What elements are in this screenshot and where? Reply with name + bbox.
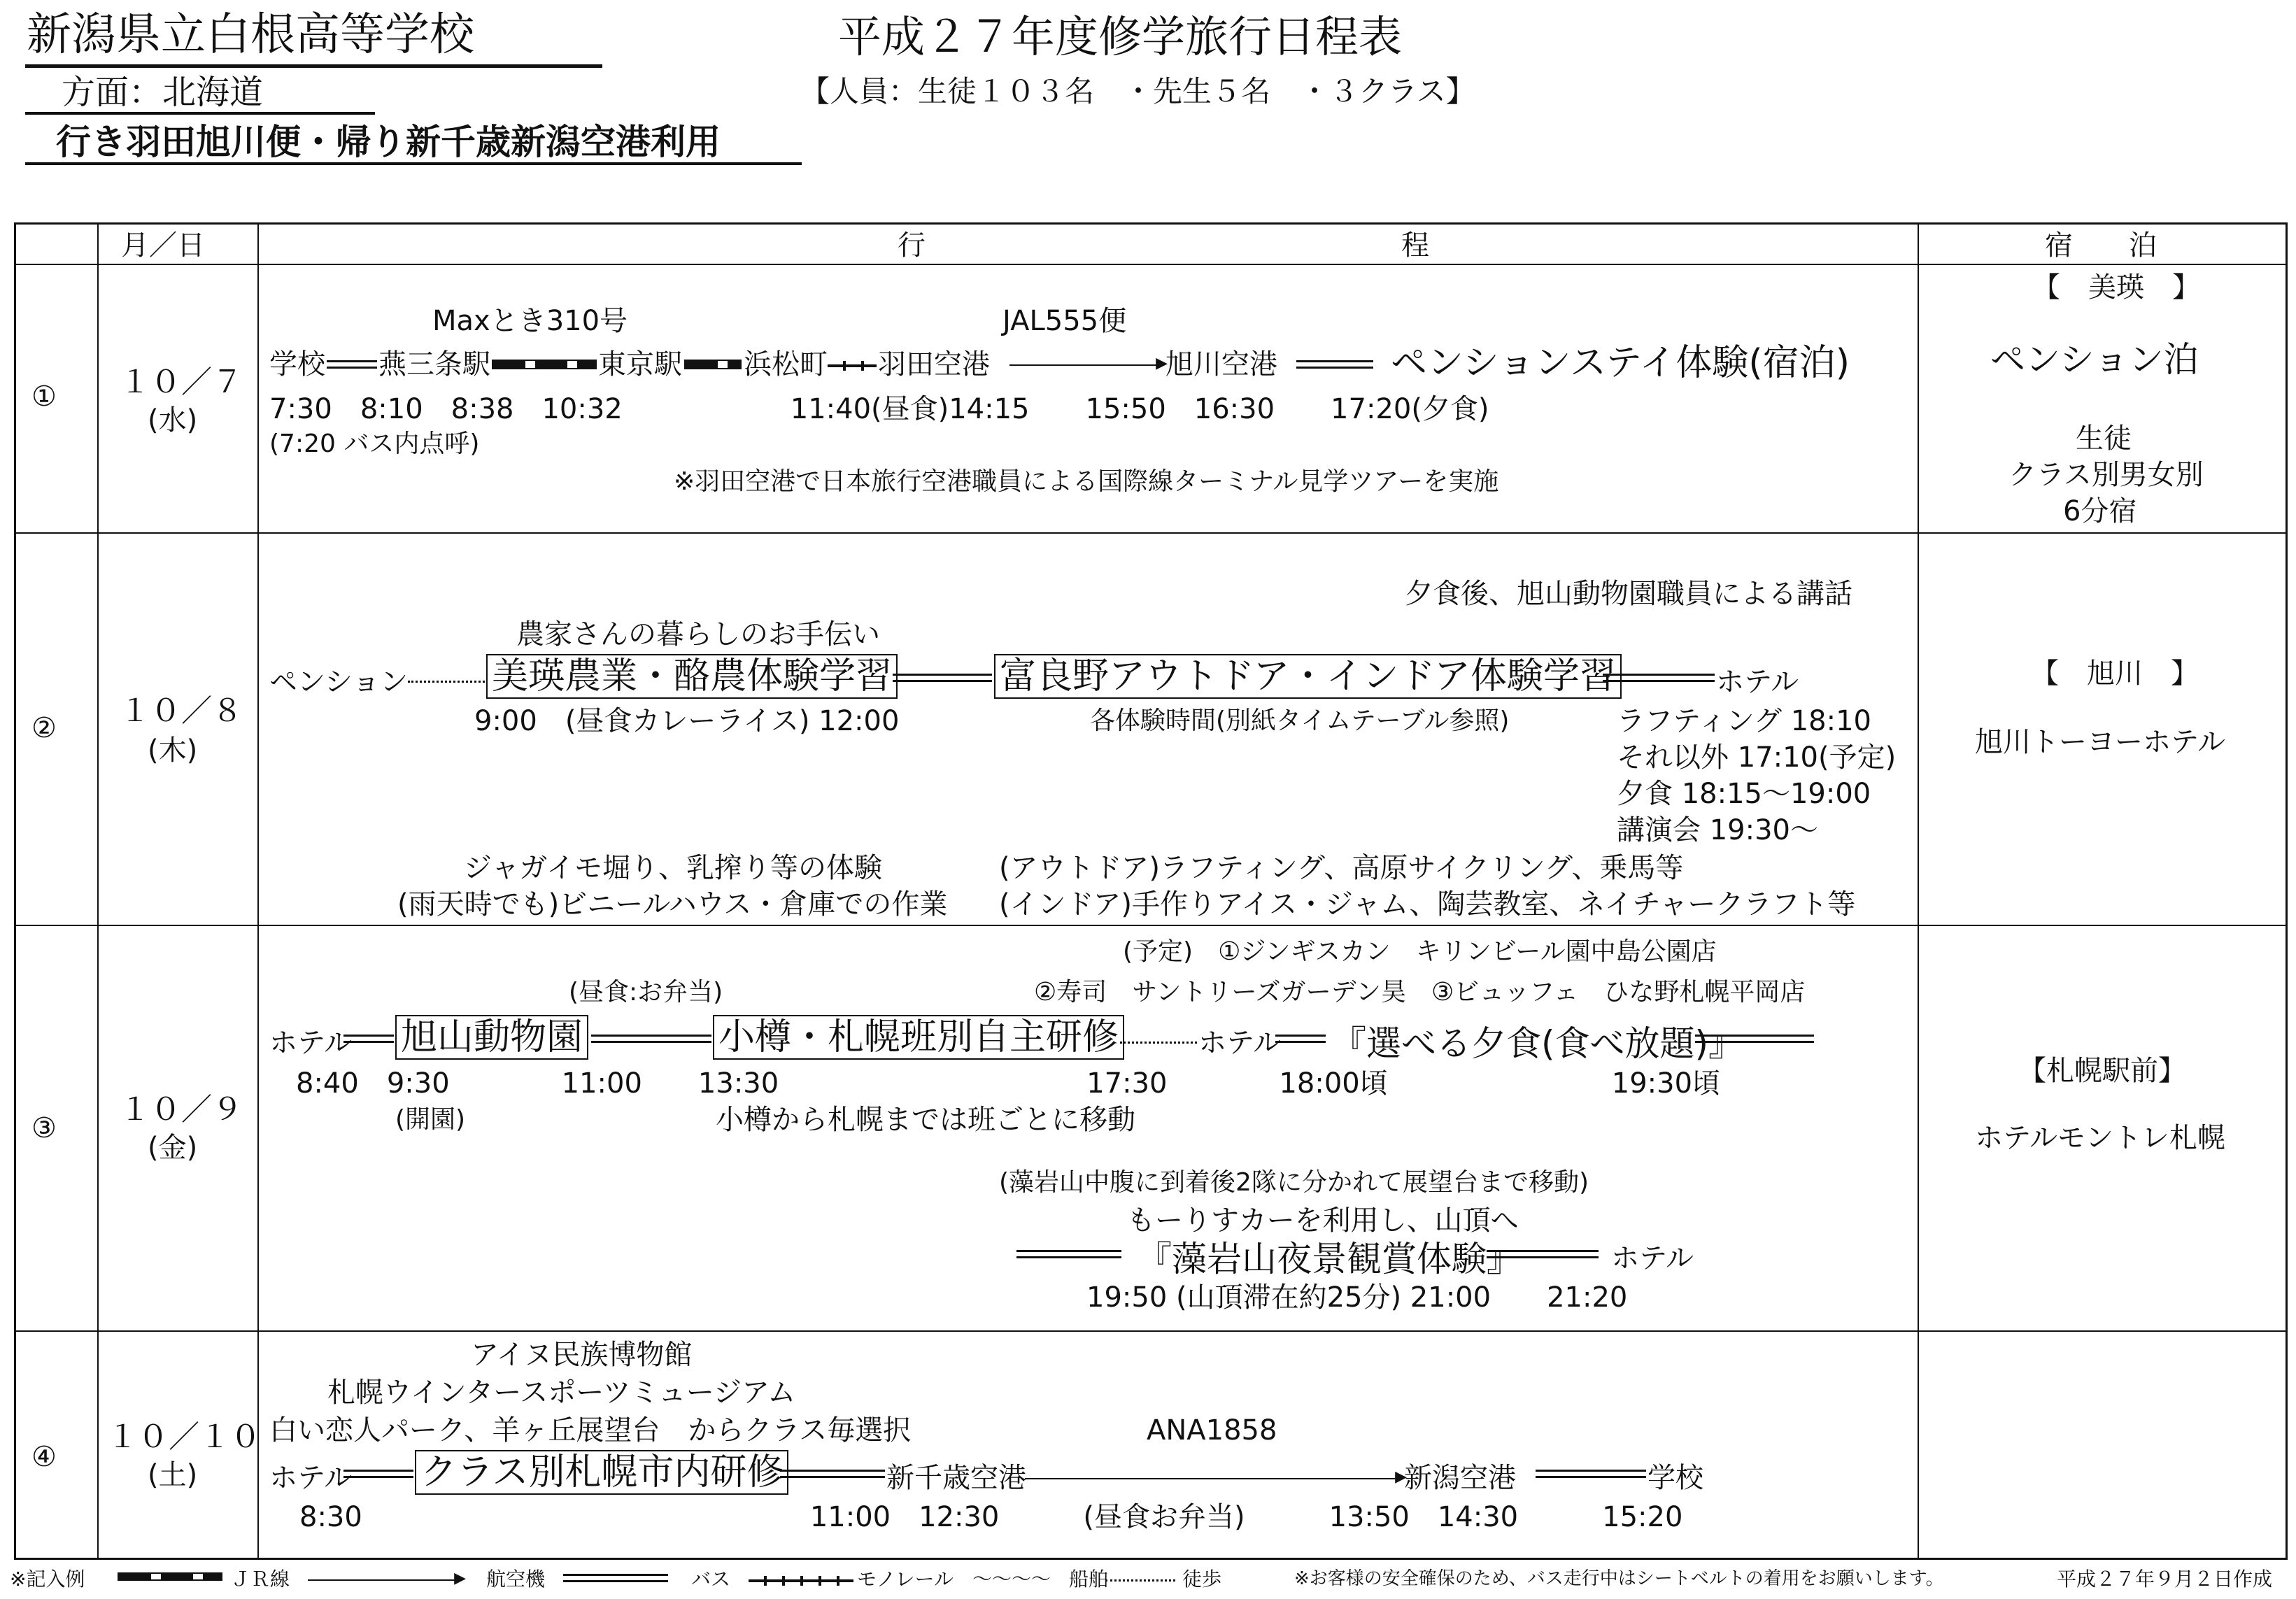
- legend-walk-line: [1105, 1579, 1175, 1582]
- day-weekday: (金): [148, 1132, 198, 1164]
- option-winter-sports-museum: 札幌ウインタースポーツミュージアム: [327, 1377, 796, 1409]
- schedule-table: [14, 222, 2288, 1560]
- column-divider: [97, 225, 99, 1558]
- stop-haneda: 羽田空港: [878, 348, 990, 381]
- stop-niigata-airport: 新潟空港: [1404, 1462, 1516, 1494]
- row-divider: [16, 925, 2286, 926]
- created-date: 平成２７年９月２日作成: [2057, 1568, 2273, 1591]
- stop-hotel: ホテル: [1716, 666, 1799, 698]
- option-shiroi-koibito: 白い恋人パーク、羊ヶ丘展望台 からクラス毎選択: [269, 1414, 912, 1447]
- legend-ship-line: 〜〜〜〜: [972, 1568, 1051, 1591]
- header-lodging: 宿 泊: [2045, 229, 2157, 262]
- flight-name: ANA1858: [1147, 1414, 1277, 1447]
- lunch-note: (昼食:お弁当): [569, 978, 723, 1007]
- walk-route: [1120, 1042, 1197, 1044]
- lodging-hotel: ペンション泊: [1990, 339, 2199, 380]
- day-weekday: (土): [148, 1459, 198, 1491]
- legend-air-line: [308, 1579, 462, 1581]
- legend-walk-label: 徒歩: [1182, 1568, 1222, 1591]
- legend-example-label: ※記入例: [10, 1568, 85, 1591]
- stop-hotel: ホテル: [269, 1462, 352, 1494]
- stop-school: 学校: [1647, 1462, 1703, 1494]
- stop-hotel: ホテル: [1198, 1027, 1281, 1059]
- underline: [25, 64, 602, 68]
- legend-bus-label: バス: [691, 1568, 731, 1591]
- haneda-tour-note: ※羽田空港で日本旅行空港職員による国際線ターミナル見学ツアーを実施: [674, 467, 1499, 496]
- bus-route: [343, 1035, 394, 1043]
- lodging-area: 【 旭川 】: [2031, 658, 2199, 690]
- lodging-hotel: 旭川トーヨーホテル: [1975, 726, 2225, 758]
- bus-route: [343, 1470, 413, 1478]
- lodging-note: クラス別男女別: [2008, 459, 2204, 491]
- rollcall-note: (7:20 バス内点呼): [269, 429, 480, 458]
- bus-route: [327, 360, 377, 369]
- bus-route: [780, 1470, 885, 1478]
- bus-route: [893, 674, 992, 682]
- morris-car-note: もーりすカーを利用し、山頂へ: [1127, 1204, 1519, 1237]
- underline: [25, 162, 802, 165]
- stop-asahikawa-airport: 旭川空港: [1165, 348, 1277, 381]
- walk-route: [408, 681, 485, 683]
- day-number: ②: [31, 712, 57, 744]
- day-weekday: (木): [148, 734, 198, 767]
- activity-otaru-sapporo: 小樽・札幌班別自主研修: [713, 1015, 1124, 1060]
- day4-times: 8:30 11:00 12:30 (昼食お弁当) 13:50 14:30 15:20: [299, 1501, 1683, 1533]
- flight-name: JAL555便: [1002, 305, 1127, 337]
- day-number: ④: [31, 1441, 57, 1473]
- farm-help-note: 農家さんの暮らしのお手伝い: [516, 618, 880, 651]
- lodging-hotel: ホテルモントレ札幌: [1975, 1122, 2225, 1154]
- legend-monorail-line: [749, 1579, 853, 1582]
- train-name: Maxとき310号: [432, 305, 628, 337]
- stop-hotel: ホテル: [1611, 1242, 1694, 1274]
- column-divider: [257, 225, 259, 1558]
- day-weekday: (水): [148, 404, 198, 436]
- lodging-area: 【札幌駅前】: [2018, 1055, 2186, 1087]
- dinner-option-1: (予定) ①ジンギスカン キリンビール園中島公園店: [1123, 937, 1717, 966]
- lecture-time: 講演会 19:30〜: [1617, 814, 1818, 846]
- school-name: 新潟県立白根高等学校: [27, 9, 474, 61]
- stop-hamamatsucho: 浜松町: [744, 348, 828, 381]
- legend-ship-label: 船舶: [1069, 1568, 1109, 1591]
- activity-asahiyama-zoo: 旭山動物園: [395, 1015, 588, 1060]
- monorail-route: [828, 364, 877, 367]
- rain-note: (雨天時でも)ビニールハウス・倉庫での作業: [397, 888, 948, 921]
- day2-times: 9:00 (昼食カレーライス) 12:00: [474, 705, 900, 737]
- activity-furano: 富良野アウトドア・インドア体験学習: [994, 654, 1622, 699]
- pension-stay: ペンションステイ体験(宿泊): [1391, 342, 1850, 384]
- jr-route: [684, 360, 742, 369]
- day1-times: 7:30 8:10 8:38 10:32 11:40(昼食)14:15 15:50 16:30 17:20(夕食): [269, 393, 1489, 425]
- dinner-time: 夕食 18:15〜19:00: [1617, 778, 1871, 810]
- opening-note: (開園): [395, 1105, 466, 1134]
- dinner-choice: 『選べる夕食(食べ放題)』: [1331, 1023, 1744, 1064]
- day-number: ①: [31, 381, 57, 413]
- stop-new-chitose: 新千歳空港: [886, 1462, 1026, 1494]
- bus-route: [1016, 1250, 1121, 1258]
- day3-times: 8:40 9:30 11:00 13:30 17:30 18:00頃 19:30頃: [296, 1067, 1721, 1100]
- legend-bus-line: [563, 1574, 668, 1582]
- day-number: ③: [31, 1112, 57, 1144]
- column-divider: [1918, 225, 1919, 1558]
- route-summary: 行き羽田旭川便・帰り新千歳新潟空港利用: [56, 122, 721, 162]
- stop-tokyo: 東京駅: [598, 348, 682, 381]
- outdoor-note: (アウトドア)ラフティング、高原サイクリング、乗馬等: [999, 852, 1684, 884]
- bus-route: [1275, 1035, 1326, 1043]
- legend-monorail-label: モノレール: [857, 1568, 954, 1591]
- lodging-area: 【 美瑛 】: [2032, 271, 2200, 304]
- activity-time-note: 各体験時間(別紙タイムテーブル参照): [1090, 706, 1510, 735]
- header-date: 月／日: [121, 229, 205, 262]
- move-note: 小樽から札幌までは班ごとに移動: [716, 1104, 1135, 1136]
- page-title: 平成２７年度修学旅行日程表: [838, 11, 1403, 62]
- bus-route: [1536, 1470, 1646, 1478]
- night-times: 19:50 (山頂滞在約25分) 21:00 21:20: [1086, 1281, 1628, 1314]
- other-time: それ以外 17:10(予定): [1617, 741, 1897, 774]
- jr-route: [492, 360, 597, 369]
- legend-jr-line: [118, 1572, 222, 1581]
- legend-air-label: 航空機: [486, 1568, 546, 1591]
- day-date: １０／１０: [107, 1419, 261, 1455]
- stop-hotel: ホテル: [269, 1027, 352, 1059]
- bus-route: [591, 1035, 711, 1043]
- legend-jr-label: ＪＲ線: [231, 1568, 290, 1591]
- potato-note: ジャガイモ堀り、乳搾り等の体験: [464, 852, 882, 884]
- bus-route: [1603, 674, 1715, 682]
- safety-note: ※お客様の安全確保のため、バス走行中はシートベルトの着用をお願いします。: [1294, 1568, 1944, 1589]
- option-ainu-museum: アイヌ民族博物館: [471, 1339, 693, 1371]
- activity-biei-farm: 美瑛農業・酪農体験学習: [486, 654, 898, 699]
- row-divider: [16, 264, 2286, 265]
- indoor-note: (インドア)手作りアイス・ジャム、陶芸教室、ネイチャークラフト等: [999, 888, 1856, 921]
- bus-route: [1487, 1250, 1599, 1258]
- bus-route: [1296, 360, 1373, 369]
- day-date: １０／８: [120, 693, 243, 729]
- moiwa-note: (藻岩山中腹に到着後2隊に分かれて展望台まで移動): [999, 1168, 1589, 1197]
- flight-route: [1009, 364, 1163, 366]
- dinner-option-2: ②寿司 サントリーズガーデン昊 ③ビュッフェ ひな野札幌平岡店: [1034, 978, 1806, 1007]
- night-view: 『藻岩山夜景観賞体験』: [1137, 1239, 1522, 1279]
- day-date: １０／９: [120, 1092, 243, 1128]
- stop-school: 学校: [269, 348, 325, 381]
- lecture-note: 夕食後、旭山動物園職員による講話: [1405, 578, 1852, 610]
- destination: 方面：北海道: [62, 73, 264, 112]
- bus-route: [1695, 1035, 1814, 1043]
- day-date: １０／７: [120, 364, 243, 400]
- stop-pension: ペンション: [269, 666, 409, 698]
- lodging-note: 6分宿: [2063, 495, 2137, 527]
- row-divider: [16, 532, 2286, 534]
- activity-class-study: クラス別札幌市内研修: [415, 1450, 788, 1495]
- flight-route: [1025, 1478, 1403, 1479]
- lodging-note: 生徒: [2076, 422, 2132, 455]
- row-divider: [16, 1330, 2286, 1332]
- underline: [25, 112, 375, 115]
- persons-summary: 【人員：生徒１０３名 ・先生５名 ・３クラス】: [800, 74, 1475, 108]
- rafting-time: ラフティング 18:10: [1617, 705, 1871, 737]
- stop-tsubame: 燕三条駅: [378, 348, 490, 381]
- header-itinerary: 行 程: [898, 229, 1429, 262]
